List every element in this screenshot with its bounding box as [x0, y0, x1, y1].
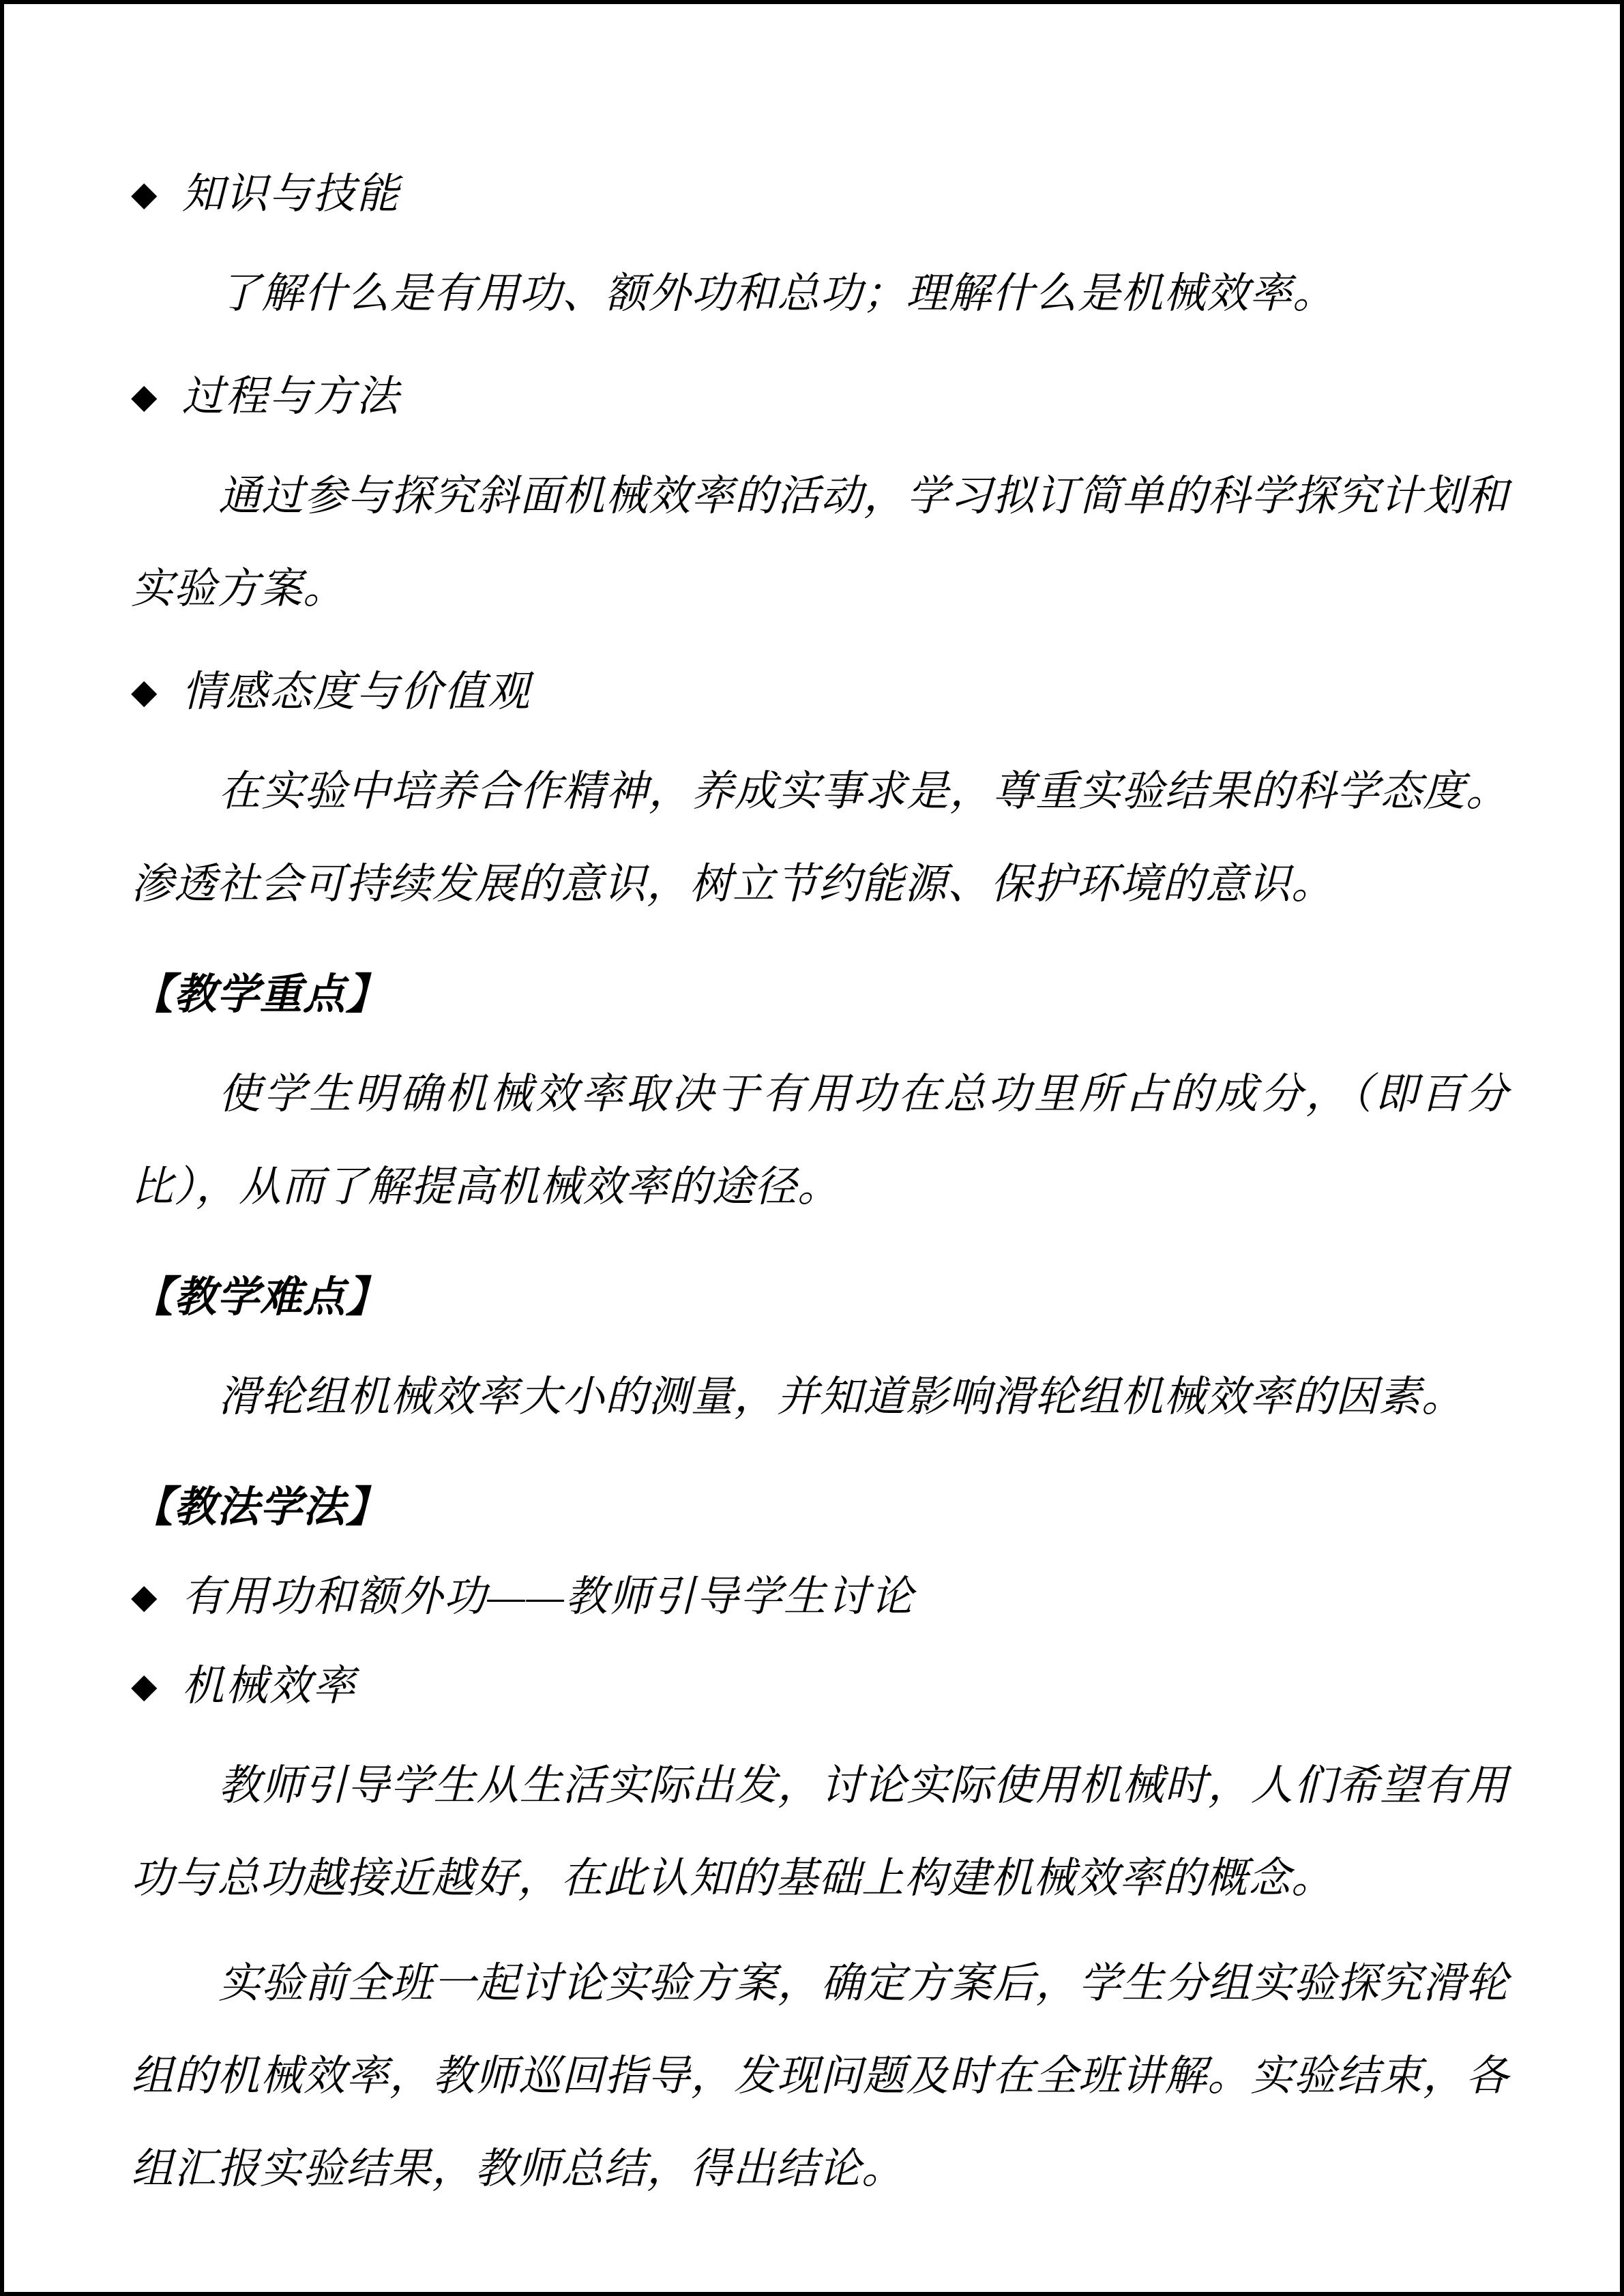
paragraph-experiment-procedure: 实验前全班一起讨论实验方案，确定方案后，学生分组实验探究滑轮组的机械效率，教师巡回指导，发现问题及时在全班讲解。实验结束，各组汇报实验结果，教师总结，得出结论。 — [131, 1960, 1509, 2192]
paragraph-teaching-focus: 使学生明确机械效率取决于有用功在总功里所占的成分，（即百分比），从而了解提高机械效率的途径。 — [131, 1071, 1509, 1210]
diamond-bullet-icon: ◆ — [131, 1577, 158, 1615]
bullet-label-emotion-attitude-values: 情感态度与价值观 — [181, 669, 531, 715]
bullet-heading-emotion-attitude-values — [131, 653, 1509, 733]
section-heading-teaching-difficulty: 【教学难点】 — [131, 1274, 389, 1321]
diamond-bullet-icon: ◆ — [131, 1667, 158, 1705]
paragraph-emotion-attitude-values: 在实验中培养合作精神，养成实事求是，尊重实验结果的科学态度。渗透社会可持续发展的意识，树立节约能源、保护环境的意识。 — [131, 769, 1509, 908]
diamond-bullet-icon: ◆ — [131, 377, 158, 415]
diamond-bullet-icon: ◆ — [131, 672, 158, 711]
bullet-heading-process-method — [131, 358, 1509, 438]
paragraph-teaching-difficulty: 滑轮组机械效率大小的测量，并知道影响滑轮组机械效率的因素。 — [218, 1374, 1465, 1420]
section-heading-teaching-methods: 【教法学法】 — [131, 1485, 389, 1531]
document-body — [131, 138, 1509, 2228]
bullet-label-process-method: 过程与方法 — [181, 374, 400, 420]
bullet-heading-knowledge-skills — [131, 155, 1509, 235]
bullet-label-useful-and-extra-work: 有用功和额外功——教师引导学生讨论 — [181, 1574, 915, 1620]
paragraph-mechanical-efficiency: 教师引导学生从生活实际出发，讨论实际使用机械时，人们希望有用功与总功越接近越好，在此认知的基础上构建机械效率的概念。 — [131, 1763, 1509, 1902]
bullet-label-knowledge-skills: 知识与技能 — [181, 171, 400, 218]
bullet-label-mechanical-efficiency: 机械效率 — [181, 1663, 357, 1710]
paragraph-knowledge-skills: 了解什么是有用功、额外功和总功；理解什么是机械效率。 — [218, 271, 1336, 317]
bullet-heading-useful-and-extra-work — [131, 1558, 1509, 1638]
diamond-bullet-icon: ◆ — [131, 175, 158, 213]
section-heading-teaching-focus: 【教学重点】 — [131, 972, 389, 1018]
paragraph-process-method: 通过参与探究斜面机械效率的活动，学习拟订简单的科学探究计划和实验方案。 — [131, 473, 1509, 612]
bullet-heading-mechanical-efficiency — [131, 1648, 1509, 1727]
